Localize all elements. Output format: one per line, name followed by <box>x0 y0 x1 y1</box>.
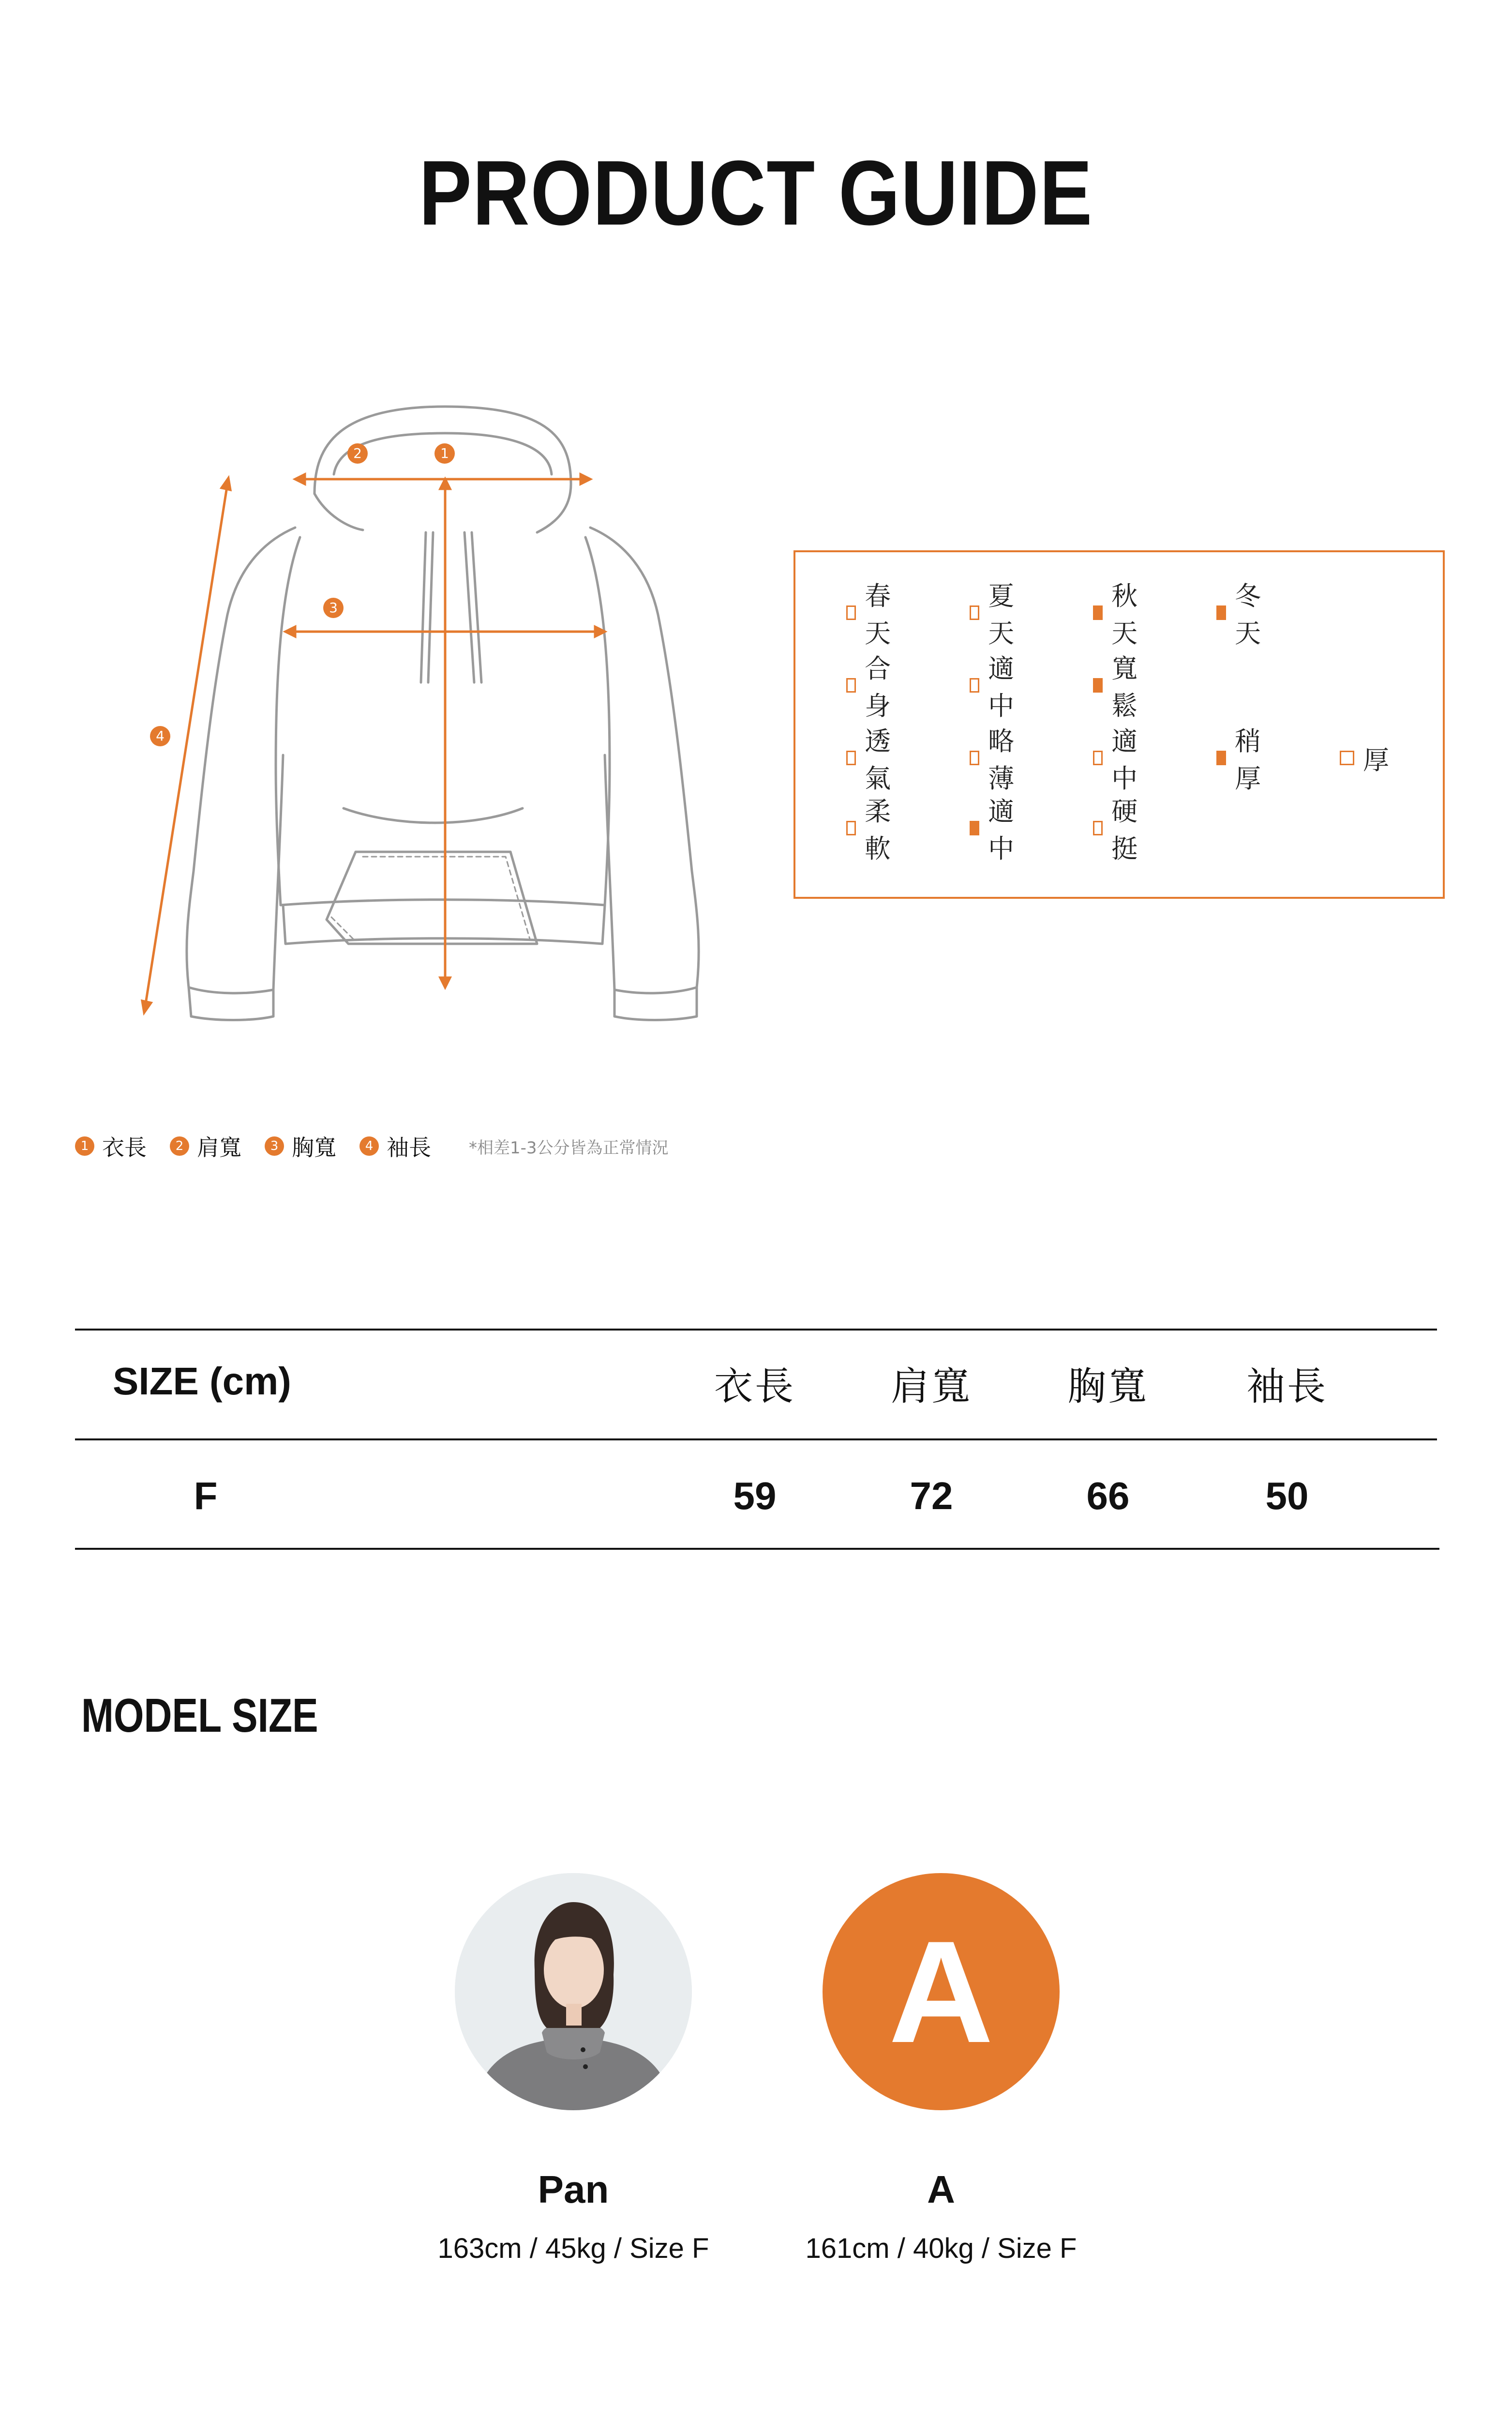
checkbox <box>1340 751 1354 765</box>
option-label: 冬天 <box>1235 581 1263 649</box>
checkbox-checked <box>970 821 979 835</box>
legend-item <box>359 1130 431 1162</box>
option-label: 適中 <box>988 796 1017 864</box>
legend-label: 胸寬 <box>292 1134 336 1161</box>
model-name: Pan <box>538 2168 609 2211</box>
option-label: 合身 <box>865 653 893 721</box>
column-header-length: 衣長 <box>714 1364 795 1409</box>
option-label: 稍厚 <box>1235 726 1263 794</box>
hoodie-diagram <box>135 387 716 1065</box>
legend-number: 1 <box>75 1136 94 1156</box>
checkbox <box>846 751 856 765</box>
checkbox <box>846 605 856 620</box>
measurement-legend <box>75 1132 669 1161</box>
option-label: 夏天 <box>988 581 1017 649</box>
checkbox-checked <box>1093 678 1103 693</box>
legend-number: 3 <box>265 1136 284 1156</box>
option-label: 寬鬆 <box>1111 653 1140 721</box>
marker-2: 2 <box>347 443 368 464</box>
option-soft <box>846 796 898 864</box>
hoodie-outline-icon <box>135 387 716 1065</box>
checkbox-checked <box>1216 751 1226 765</box>
checkbox <box>970 751 979 765</box>
checkbox <box>970 605 979 620</box>
legend-item <box>170 1130 241 1162</box>
legend-item <box>265 1130 336 1162</box>
option-stiff <box>1093 796 1144 864</box>
option-thin <box>970 726 1021 794</box>
option-thick <box>1340 741 1391 775</box>
option-label: 適中 <box>1111 726 1140 794</box>
legend-number: 4 <box>359 1136 379 1156</box>
legend-label: 袖長 <box>387 1134 431 1161</box>
table-row-size: F <box>194 1474 218 1517</box>
table-cell-length: 59 <box>733 1474 777 1517</box>
person-photo-icon <box>455 1873 692 2110</box>
option-label: 柔軟 <box>865 796 893 864</box>
option-label: 透氣 <box>865 726 893 794</box>
option-label: 厚 <box>1363 744 1391 775</box>
checkbox-checked <box>1216 605 1226 620</box>
option-label: 秋天 <box>1111 581 1140 649</box>
column-header-shoulder: 肩寬 <box>891 1364 972 1409</box>
marker-4: 4 <box>150 726 170 746</box>
model-size-title: MODEL SIZE <box>81 1689 318 1742</box>
table-bottom-rule <box>75 1548 1439 1550</box>
table-top-rule <box>75 1329 1437 1331</box>
option-fitted <box>846 653 898 721</box>
checkbox <box>846 821 856 835</box>
option-loose <box>1093 653 1144 721</box>
model-name: A <box>927 2168 955 2211</box>
checkbox-checked <box>1093 605 1103 620</box>
legend-number: 2 <box>170 1136 189 1156</box>
attribute-box <box>793 550 1445 899</box>
tolerance-note: *相差1-3公分皆為正常情況 <box>469 1138 669 1158</box>
option-moderate <box>970 796 1021 864</box>
option-label: 硬挺 <box>1111 796 1140 864</box>
table-middle-rule <box>75 1438 1437 1440</box>
model-stats: 161cm / 40kg / Size F <box>805 2233 1077 2264</box>
checkbox <box>846 678 856 693</box>
table-cell-chest: 66 <box>1086 1474 1130 1517</box>
table-cell-sleeve: 50 <box>1265 1474 1309 1517</box>
legend-label: 肩寬 <box>197 1134 241 1161</box>
column-header-chest: 胸寬 <box>1067 1364 1149 1409</box>
table-cell-shoulder: 72 <box>910 1474 953 1517</box>
page-title: PRODUCT GUIDE <box>419 142 1093 244</box>
option-winter <box>1216 581 1268 649</box>
option-label: 略薄 <box>988 726 1017 794</box>
checkbox <box>1093 821 1103 835</box>
model-letter-avatar: A <box>823 1873 1060 2110</box>
marker-1: 1 <box>434 443 455 464</box>
option-breathable <box>846 726 898 794</box>
checkbox <box>970 678 979 693</box>
checkbox <box>1093 751 1103 765</box>
option-slightly-thick <box>1216 726 1268 794</box>
legend-item <box>75 1130 147 1162</box>
option-regular <box>970 653 1021 721</box>
option-medium <box>1093 726 1144 794</box>
option-summer <box>970 581 1021 649</box>
size-header-label: SIZE (cm) <box>113 1360 291 1403</box>
option-spring <box>846 581 898 649</box>
option-label: 春天 <box>865 581 893 649</box>
model-stats: 163cm / 45kg / Size F <box>437 2233 709 2264</box>
column-header-sleeve: 袖長 <box>1246 1364 1328 1409</box>
option-autumn <box>1093 581 1144 649</box>
option-label: 適中 <box>988 653 1017 721</box>
marker-3: 3 <box>323 598 344 618</box>
model-photo-avatar <box>455 1873 692 2110</box>
legend-label: 衣長 <box>102 1134 147 1161</box>
